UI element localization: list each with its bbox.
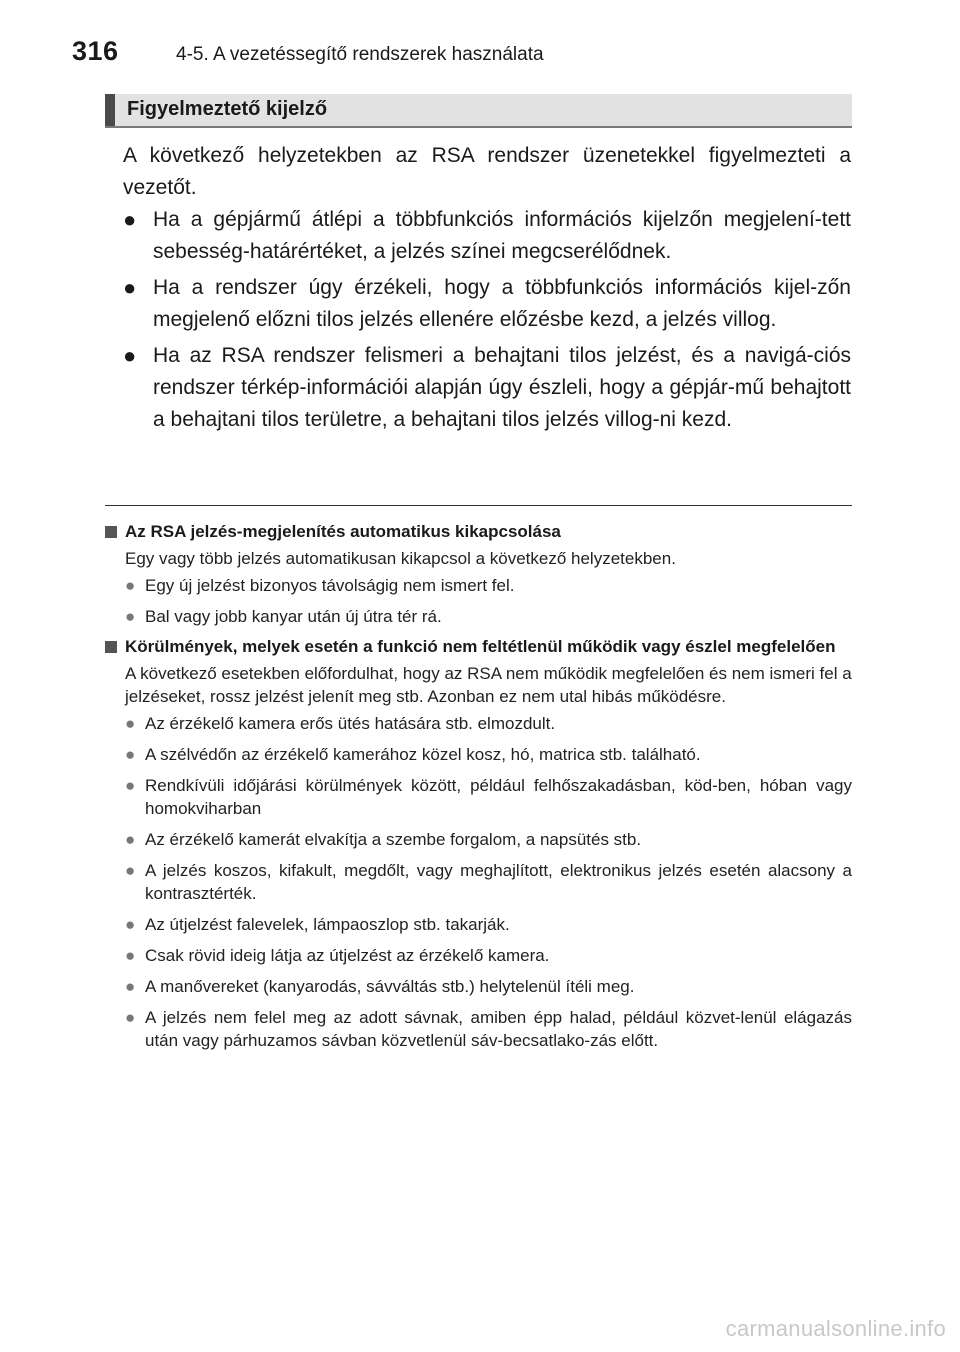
- list-item: [105, 828, 852, 851]
- page-number: 316: [72, 36, 119, 66]
- bullet-icon: ●: [125, 830, 136, 849]
- list-item: [105, 743, 852, 766]
- list-item-text: Az érzékelő kamerát elvakítja a szembe forgalom, a napsütés stb.: [145, 830, 642, 849]
- list-item-text: Ha a rendszer úgy érzékeli, hogy a többfunkciós információs kijel-zőn megjelenő előzni tilos jelzés ellenére előzésbe kezd, a jelzés villog.: [153, 276, 851, 331]
- note-body: A következő esetekben előfordulhat, hogy az RSA nem működik megfelelően és nem ismeri fel a jelzéseket, rossz jelzést jelenít meg stb. Azonban ez nem utal hibás működésre.: [125, 664, 852, 706]
- list-item: [105, 975, 852, 998]
- section-header: [105, 94, 852, 128]
- list-item-text: Ha a gépjármű átlépi a többfunkciós információs kijelzőn megjelení-tett sebesség-határértéket, a jelzés színei megcserélődnek.: [153, 208, 851, 263]
- note-heading-text: Körülmények, melyek esetén a funkció nem feltétlenül működik vagy észlel megfelelően: [125, 637, 836, 656]
- list-item: [123, 272, 851, 336]
- bullet-icon: ●: [123, 275, 137, 300]
- bullet-icon: ●: [125, 745, 136, 764]
- list-item-text: Egy új jelzést bizonyos távolságig nem ismert fel.: [145, 576, 515, 595]
- bullet-icon: ●: [125, 946, 136, 965]
- bullet-icon: ●: [125, 776, 136, 795]
- bullet-icon: ●: [125, 607, 136, 626]
- bullet-icon: ●: [125, 915, 136, 934]
- list-item-text: A jelzés nem felel meg az adott sávnak, amiben épp halad, például közvet-lenül elágazás után vagy párhuzamos sávban közvetlenül sáv-becsatlako-zás előtt.: [145, 1008, 852, 1050]
- note-list: [105, 574, 852, 628]
- bullet-icon: ●: [125, 861, 136, 880]
- square-bullet-icon: [105, 641, 117, 653]
- list-item: [105, 944, 852, 967]
- warning-list: [123, 204, 851, 440]
- note-heading: [105, 636, 852, 658]
- list-item-text: Az érzékelő kamera erős ütés hatására stb. elmozdult.: [145, 714, 556, 733]
- list-item-text: A szélvédőn az érzékelő kamerához közel kosz, hó, matrica stb. található.: [145, 745, 701, 764]
- list-item: [105, 574, 852, 597]
- list-item: [105, 859, 852, 905]
- note-heading: [105, 521, 852, 543]
- notes: [105, 515, 852, 1060]
- bullet-icon: ●: [125, 714, 136, 733]
- section-header-bar: [105, 94, 115, 126]
- watermark: carmanualsonline.info: [725, 1316, 946, 1341]
- list-item: [105, 712, 852, 735]
- list-item-text: Az útjelzést falevelek, lámpaoszlop stb. takarják.: [145, 915, 510, 934]
- bullet-icon: ●: [125, 977, 136, 996]
- section-divider: [105, 505, 852, 506]
- list-item-text: Bal vagy jobb kanyar után új útra tér rá.: [145, 607, 442, 626]
- bullet-icon: ●: [125, 576, 136, 595]
- note-list: [105, 712, 852, 1052]
- list-item: [105, 913, 852, 936]
- section-intro: A következő helyzetekben az RSA rendszer üzenetekkel figyelmezteti a vezetőt.: [123, 144, 851, 199]
- note-body: Egy vagy több jelzés automatikusan kikapcsol a következő helyzetekben.: [125, 549, 676, 568]
- list-item: [105, 1006, 852, 1052]
- list-item: [105, 774, 852, 820]
- list-item: [105, 605, 852, 628]
- bullet-icon: ●: [125, 1008, 136, 1027]
- list-item: [123, 340, 851, 436]
- list-item-text: A jelzés koszos, kifakult, megdőlt, vagy meghajlított, elektronikus jelzés esetén alacsony a kontrasztérték.: [145, 861, 852, 903]
- bullet-icon: ●: [123, 343, 137, 368]
- list-item-text: A manővereket (kanyarodás, sávváltás stb.) helytelenül ítéli meg.: [145, 977, 635, 996]
- chapter-title: 4-5. A vezetéssegítő rendszerek használata: [176, 44, 544, 65]
- list-item: [123, 204, 851, 268]
- note-heading-text: Az RSA jelzés-megjelenítés automatikus kikapcsolása: [125, 522, 561, 541]
- square-bullet-icon: [105, 526, 117, 538]
- section-title: Figyelmeztető kijelző: [127, 98, 328, 120]
- bullet-icon: ●: [123, 207, 137, 232]
- list-item-text: Ha az RSA rendszer felismeri a behajtani tilos jelzést, és a navigá-ciós rendszer térkép-információi alapján úgy észleli, hogy a gépjár-mű behajtott a behajtani tilos területre, a behajtani tilos jelzés villog-ni kezd.: [153, 344, 851, 431]
- list-item-text: Rendkívüli időjárási körülmények között, például felhőszakadásban, köd-ben, hóban vagy homokviharban: [145, 776, 852, 818]
- list-item-text: Csak rövid ideig látja az útjelzést az érzékelő kamera.: [145, 946, 550, 965]
